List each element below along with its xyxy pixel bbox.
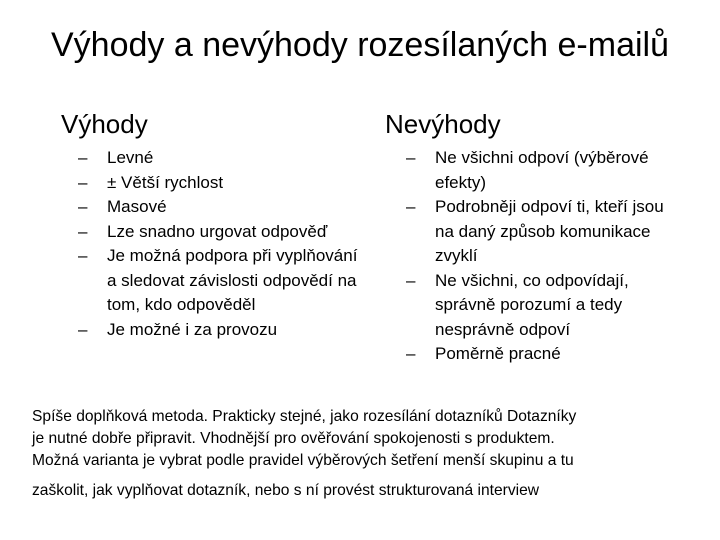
list-item-text: Masové [107,197,167,216]
advantages-list [78,146,368,342]
bullet-dash: – [406,197,416,216]
list-item [406,269,686,343]
list-item-text: Podrobněji odpoví ti, kteří jsou na daný způsob komunikace zvyklí [435,197,664,265]
list-item-text: Ne všichni odpoví (výběrové efekty) [435,148,649,192]
list-item [406,342,686,367]
summary-note-line: je nutné dobře připravit. Vhodnější pro ověřování spokojenosti s produktem. [32,430,555,447]
list-item [78,220,368,245]
list-item-text: Je možné i za provozu [107,319,278,339]
bullet-dash: – [406,344,416,363]
list-item [406,146,686,195]
list-item-text: ± Větší rychlost [107,172,224,192]
bullet-dash: – [406,270,416,290]
bullet-dash: – [78,197,88,216]
summary-note-line: zaškolit, jak vyplňovat dotazník, nebo s ní provést strukturovaná interview [32,482,540,499]
list-item-text: Poměrně pracné [435,344,561,363]
slide-title: Výhody a nevýhody rozesílaných e-mailů [51,26,669,64]
list-item [78,244,368,318]
bullet-dash: – [78,319,88,339]
disadvantages-heading: Nevýhody [385,109,501,139]
bullet-dash: – [78,246,88,265]
list-item-text: Lze snadno urgovat odpověď [107,221,328,241]
list-item [78,318,368,343]
list-item-text: Levné [107,148,154,167]
bullet-dash: – [78,221,88,241]
summary-note-line: Možná varianta je vybrat podle pravidel výběrových šetření menší skupinu a tu [32,452,574,469]
list-item [78,146,368,171]
summary-note-line: Spíše doplňková metoda. Prakticky stejné, jako rozesílání dotazníků Dotazníky [32,408,577,425]
bullet-dash: – [78,172,88,192]
disadvantages-list [406,146,686,367]
list-item [78,195,368,220]
summary-note [32,406,692,502]
list-item [78,171,368,196]
bullet-dash: – [78,148,88,167]
list-item [406,195,686,269]
advantages-heading: Výhody [61,109,148,139]
list-item-text: Ne všichni, co odpovídají, správně porozumí a tedy nesprávně odpoví [435,270,629,339]
bullet-dash: – [406,148,416,167]
list-item-text: Je možná podpora při vyplňování a sledovat závislosti odpovědí na tom, kdo odpověděl [107,246,358,314]
